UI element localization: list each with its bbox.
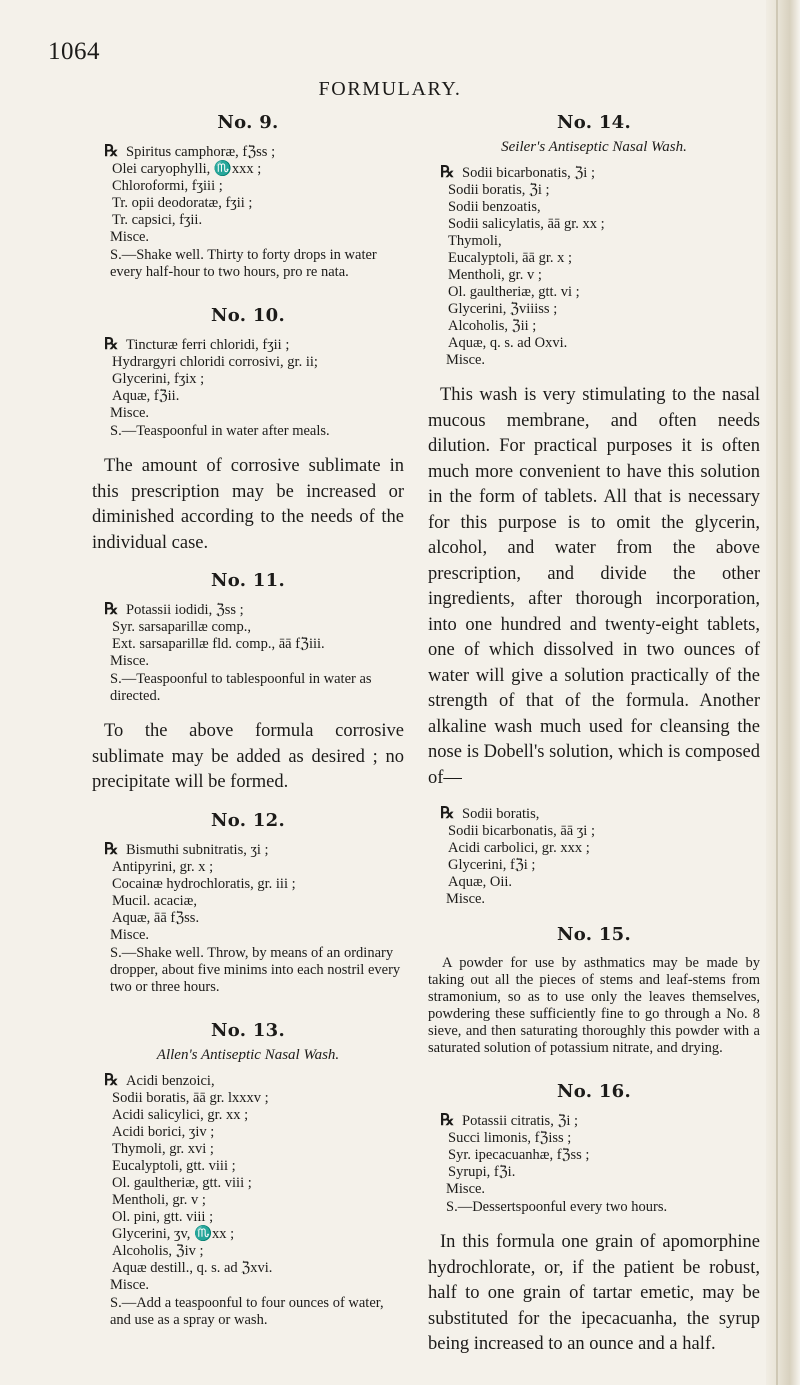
rx-line: Potassii iodidi, ℨss ; bbox=[126, 602, 244, 618]
rx-line: Sodii boratis, bbox=[462, 806, 540, 822]
formula-heading: No. 15. bbox=[556, 924, 632, 945]
rx-line: Ext. sarsaparillæ fld. comp., āā fℨiii. bbox=[112, 636, 325, 652]
rx-line: Glycerini, fℨi ; bbox=[448, 857, 536, 873]
rx-line: Tr. capsici, fʒii. bbox=[112, 212, 203, 228]
rx-line: Acidi benzoici, bbox=[126, 1072, 215, 1089]
running-head: FORMULARY. bbox=[318, 78, 462, 100]
formula-15 bbox=[428, 924, 760, 1057]
signa: S.—Shake well. Throw, by means of an ordinary dropper, about five minims into each nostril every two or three hours. bbox=[110, 944, 401, 995]
rx-line: Ol. gaultheriæ, gtt. viii ; bbox=[112, 1174, 252, 1191]
formula-heading: No. 12. bbox=[210, 809, 286, 831]
formula-14 bbox=[428, 112, 760, 369]
signa: S.—Add a teaspoonful to four ounces of water, and use as a spray or wash. bbox=[110, 1294, 384, 1328]
formula-title: Seiler's Antiseptic Nasal Wash. bbox=[501, 139, 687, 155]
rx-line: Aquæ, āā fℨss. bbox=[112, 909, 200, 926]
rx-line: Eucalyptoli, āā gr. x ; bbox=[448, 250, 573, 266]
rx-line: Antipyrini, gr. x ; bbox=[112, 858, 214, 875]
body-paragraph: The amount of corrosive sublimate in this prescription may be increased or diminished according to the needs of the individual case. bbox=[92, 456, 404, 553]
page-number: 1064 bbox=[48, 38, 100, 65]
misce: Misce. bbox=[446, 1181, 486, 1197]
rx-line: Succi limonis, fℨiss ; bbox=[448, 1130, 572, 1146]
rx-line: Mucil. acaciæ, bbox=[112, 892, 197, 909]
rx-line: Sodii benzoatis, bbox=[448, 199, 541, 215]
formula-note: A powder for use by asthmatics may be made by taking out all the pieces of stems and leaf-stems from stramonium, so as to use only the leaves themselves, powdering these sufficiently fine to go through a No. 8 sieve, and then saturating thoroughly this powder with a saturated solution of potassium nitrate, and drying. bbox=[428, 955, 760, 1056]
rx-line: Sodii boratis, āā gr. lxxxv ; bbox=[112, 1089, 269, 1106]
formula-12 bbox=[92, 810, 404, 996]
rx-line: Ol. gaultheriæ, gtt. vi ; bbox=[448, 284, 580, 300]
rx-line: Tr. opii deodoratæ, fʒii ; bbox=[112, 195, 253, 211]
rx-line: Aquæ, fℨii. bbox=[112, 388, 180, 404]
formula-heading: No. 14. bbox=[556, 112, 632, 133]
rx-line: Eucalyptoli, gtt. viii ; bbox=[112, 1157, 236, 1174]
rx-line: Alcoholis, ℨii ; bbox=[448, 318, 537, 334]
rx-line: Tincturæ ferri chloridi, fʒii ; bbox=[126, 337, 290, 353]
page-edge bbox=[766, 0, 800, 1385]
signa: S.—Teaspoonful in water after meals. bbox=[110, 423, 330, 439]
misce: Misce. bbox=[446, 891, 486, 907]
misce: Misce. bbox=[446, 352, 486, 368]
prescription bbox=[92, 336, 404, 440]
right-column bbox=[428, 112, 760, 1372]
rx-line: Mentholi, gr. v ; bbox=[112, 1191, 206, 1208]
formula-title: Allen's Antiseptic Nasal Wash. bbox=[156, 1046, 340, 1063]
prescription bbox=[92, 841, 404, 996]
prescription bbox=[428, 1112, 760, 1216]
formula-13 bbox=[92, 1020, 404, 1329]
rx-line: Alcoholis, ℨiv ; bbox=[112, 1242, 204, 1259]
rx-line: Syrupi, fℨi. bbox=[448, 1164, 516, 1180]
rx-symbol: ℞ bbox=[440, 164, 455, 181]
rx-line: Glycerini, fʒix ; bbox=[112, 371, 205, 387]
formula-9 bbox=[92, 112, 404, 281]
body-paragraph: This wash is very stimulating to the nasal mucous membrane, and often needs dilution. For practical purposes it is often much more convenient to have this solution in the form of tablets. All that is necessary for this purpose is to omit the glycerin, alcohol, and water from the above prescription, and divide the other ingredients, after thorough incorporation, into one hundred and twenty-eight tablets, one of which dissolved in two ounces of water will give a solution practically of the strength of that of the formula. Another alkaline wash much used for cleansing the nose is Dobell's solution, which is composed of— bbox=[428, 385, 760, 788]
left-column bbox=[92, 112, 404, 1329]
prescription bbox=[92, 143, 404, 281]
formula-heading: No. 9. bbox=[217, 112, 279, 133]
rx-line: Syr. sarsaparillæ comp., bbox=[112, 619, 251, 635]
misce: Misce. bbox=[110, 926, 150, 943]
rx-line: Aquæ destill., q. s. ad ℨxvi. bbox=[112, 1259, 273, 1276]
rx-line: Glycerini, ℨviiiss ; bbox=[448, 301, 558, 317]
rx-line: Aquæ, Oii. bbox=[448, 874, 513, 890]
rx-symbol: ℞ bbox=[440, 1112, 455, 1129]
formula-heading: No. 16. bbox=[556, 1081, 632, 1102]
rx-line: Sodii salicylatis, āā gr. xx ; bbox=[448, 216, 605, 232]
rx-line: Hydrargyri chloridi corrosivi, gr. ii; bbox=[112, 354, 318, 370]
signa: S.—Shake well. Thirty to forty drops in water every half-hour to two hours, pro re nata. bbox=[110, 247, 377, 280]
misce: Misce. bbox=[110, 229, 150, 245]
rx-line: Potassii citratis, ℨi ; bbox=[462, 1113, 579, 1129]
rx-line: Syr. ipecacuanhæ, fℨss ; bbox=[448, 1147, 590, 1163]
rx-line: Mentholi, gr. v ; bbox=[448, 267, 542, 283]
rx-line: Spiritus camphoræ, fℨss ; bbox=[126, 144, 276, 160]
rx-symbol: ℞ bbox=[104, 336, 119, 353]
signa: S.—Dessertspoonful every two hours. bbox=[446, 1199, 668, 1215]
dobell-solution bbox=[428, 805, 760, 908]
page-fold bbox=[776, 0, 778, 1385]
rx-line: Thymoli, bbox=[448, 233, 502, 249]
rx-line: Sodii boratis, ℨi ; bbox=[448, 182, 550, 198]
rx-line: Glycerini, ʒv, ♏xx ; bbox=[112, 1225, 235, 1242]
rx-line: Cocainæ hydrochloratis, gr. iii ; bbox=[112, 875, 296, 892]
formula-16 bbox=[428, 1081, 760, 1216]
signa: S.—Teaspoonful to tablespoonful in water as directed. bbox=[110, 671, 372, 704]
rx-symbol: ℞ bbox=[104, 840, 119, 858]
misce: Misce. bbox=[110, 405, 150, 421]
rx-line: Olei caryophylli, ♏xxx ; bbox=[112, 161, 262, 177]
rx-line: Thymoli, gr. xvi ; bbox=[112, 1140, 214, 1157]
prescription bbox=[428, 164, 760, 369]
misce: Misce. bbox=[110, 653, 150, 669]
prescription bbox=[92, 601, 404, 705]
rx-symbol: ℞ bbox=[104, 1071, 119, 1089]
rx-line: Ol. pini, gtt. viii ; bbox=[112, 1208, 214, 1225]
rx-line: Sodii bicarbonatis, āā ʒi ; bbox=[448, 823, 595, 839]
rx-line: Acidi carbolici, gr. xxx ; bbox=[448, 840, 590, 856]
rx-line: Chloroformi, fʒiii ; bbox=[112, 178, 223, 194]
rx-symbol: ℞ bbox=[104, 143, 119, 160]
prescription bbox=[92, 1072, 404, 1329]
rx-line: Bismuthi subnitratis, ʒi ; bbox=[126, 841, 269, 858]
rx-line: Sodii bicarbonatis, ℨi ; bbox=[462, 165, 595, 181]
rx-line: Aquæ, q. s. ad Oxvi. bbox=[448, 335, 568, 351]
formula-heading: No. 10. bbox=[210, 305, 286, 326]
rx-line: Acidi salicylici, gr. xx ; bbox=[112, 1106, 249, 1123]
formula-heading: No. 13. bbox=[210, 1019, 286, 1041]
formula-10 bbox=[92, 305, 404, 440]
body-paragraph: In this formula one grain of apomorphine hydrochlorate, or, if the patient be robust, half to one grain of tartar emetic, may be substituted for the ipecacuanha, the syrup being increased to an ounce and a half. bbox=[428, 1232, 760, 1354]
rx-symbol: ℞ bbox=[104, 601, 119, 618]
body-paragraph: To the above formula corrosive sublimate may be added as desired ; no precipitate will be formed. bbox=[92, 721, 404, 792]
rx-symbol: ℞ bbox=[440, 805, 455, 822]
formula-heading: No. 11. bbox=[210, 570, 286, 591]
prescription bbox=[428, 805, 760, 908]
misce: Misce. bbox=[110, 1276, 150, 1293]
formula-11 bbox=[92, 570, 404, 705]
rx-line: Acidi borici, ʒiv ; bbox=[112, 1123, 215, 1140]
